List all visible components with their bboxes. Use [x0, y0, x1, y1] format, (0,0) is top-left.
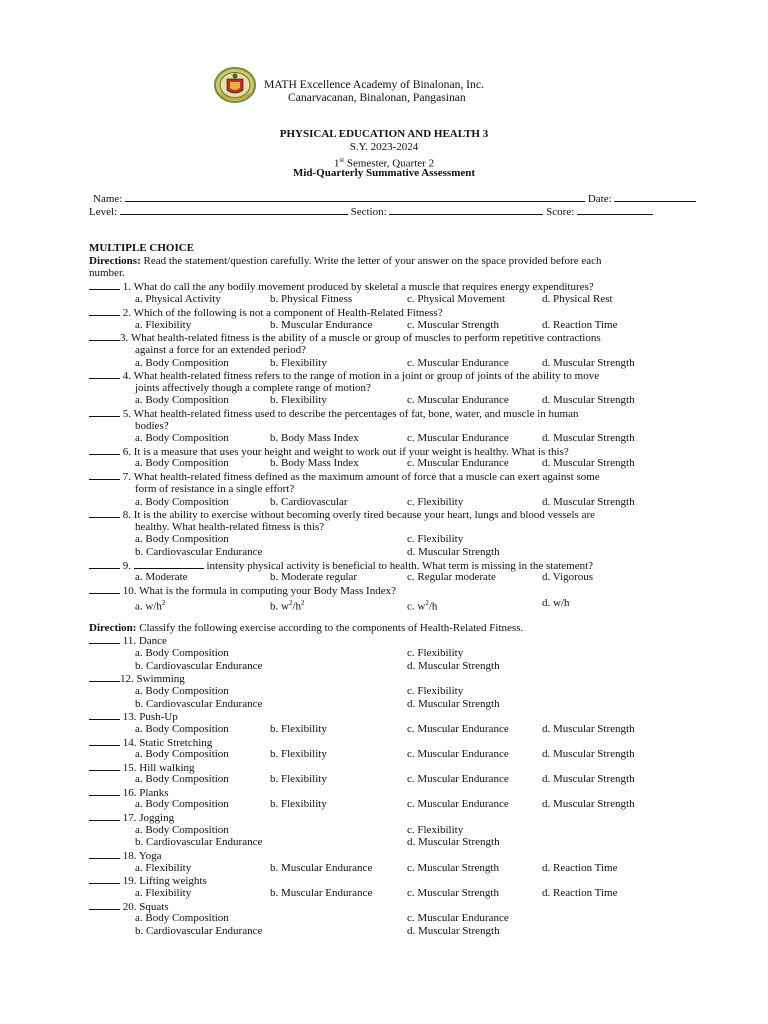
- exercise-name: Swimming: [136, 673, 185, 685]
- answer-blank[interactable]: [89, 306, 120, 316]
- score-label: Score:: [546, 206, 575, 218]
- choice: d. Muscular Strength: [407, 660, 500, 672]
- level-row: [89, 205, 653, 219]
- question-3: [89, 331, 601, 345]
- choice: a. Body Composition: [135, 394, 229, 406]
- choice: a. Flexibility: [135, 319, 192, 331]
- item-number: 17.: [122, 812, 137, 824]
- choice: c. Muscular Endurance: [407, 773, 509, 785]
- school-year: S.Y. 2023-2024: [349, 141, 419, 153]
- choice: d. Muscular Strength: [407, 836, 500, 848]
- choice: d. Muscular Strength: [407, 698, 500, 710]
- question-text: It is the ability to exercise without becoming overly tired because your heart, lungs and blood vessels are: [133, 509, 596, 521]
- choice: b. Moderate regular: [270, 571, 358, 583]
- question-10: [89, 584, 396, 598]
- item-number: 16.: [122, 787, 137, 799]
- answer-blank[interactable]: [89, 849, 120, 859]
- question-4: [89, 369, 599, 383]
- question-text: What health-related fitness defined as the maximum amount of force that a muscle can exert against some: [133, 471, 600, 483]
- answer-blank[interactable]: [89, 369, 120, 379]
- answer-blank[interactable]: [89, 280, 120, 290]
- question-text-cont: bodies?: [135, 420, 169, 432]
- choice: b. Flexibility: [270, 773, 327, 785]
- question-text-cont: against a force for an extended period?: [135, 344, 307, 356]
- choice: b. Cardiovascular Endurance: [135, 925, 263, 937]
- exercise-name: Lifting weights: [139, 875, 207, 887]
- fill-in-blank[interactable]: [134, 559, 204, 569]
- choice: c. Flexibility: [407, 824, 464, 836]
- school-address: Canarvacanan, Binalonan, Pangasinan: [288, 91, 466, 104]
- choice: d. Reaction Time: [542, 862, 618, 874]
- semester-number: 1: [333, 157, 340, 170]
- choice: a. Flexibility: [135, 862, 192, 874]
- section-label: Section:: [350, 206, 387, 218]
- answer-blank[interactable]: [89, 445, 120, 455]
- exercise-name: Planks: [139, 787, 169, 799]
- choice: b. Cardiovascular Endurance: [135, 660, 263, 672]
- question-text: It is a measure that uses your height and weight to work out if your weight is healthy. What is this?: [133, 446, 569, 458]
- directions-1-cont: number.: [89, 267, 125, 279]
- question-text: What do call the any bodily movement produced by skeletal a muscle that requires energy expenditures?: [133, 281, 594, 293]
- answer-blank[interactable]: [89, 710, 120, 720]
- question-number: 9.: [122, 560, 131, 572]
- exercise-19: [89, 874, 207, 888]
- level-label: Level:: [89, 206, 118, 218]
- choice: c. Physical Movement: [407, 293, 506, 305]
- item-number: 14.: [122, 737, 137, 749]
- subject-title: PHYSICAL EDUCATION AND HEALTH 3: [279, 128, 489, 140]
- choice-text: a. w/h: [135, 600, 162, 613]
- choice: a. Body Composition: [135, 457, 229, 469]
- answer-blank[interactable]: [89, 786, 120, 796]
- question-text: What health-related fitness is the ability of a muscle or group of muscles to perform repetitive contractions: [130, 332, 601, 344]
- choice: c. Muscular Strength: [407, 887, 499, 899]
- exam-title: Mid-Quarterly Summative Assessment: [292, 167, 476, 179]
- item-number: 12.: [120, 673, 134, 685]
- choice: d. Vigorous: [542, 571, 594, 583]
- choice: c. Flexibility: [407, 647, 464, 659]
- directions-label: Directions:: [89, 255, 141, 267]
- exercise-name: Jogging: [139, 812, 175, 824]
- choice-text: /h: [292, 600, 302, 613]
- choice: b. Muscular Endurance: [270, 862, 373, 874]
- choice: c. Regular moderate: [407, 571, 496, 583]
- choice: b. Flexibility: [270, 723, 327, 735]
- answer-blank[interactable]: [89, 584, 120, 594]
- question-text: What health-related fitness refers to the range of motion in a joint or group of joints of the ability to move: [133, 370, 600, 382]
- answer-blank[interactable]: [89, 900, 120, 910]
- direction-label: Direction:: [89, 622, 137, 634]
- exercise-11: [89, 634, 167, 648]
- choice: b. Flexibility: [270, 394, 327, 406]
- item-number: 20.: [122, 901, 137, 913]
- choice: d. Muscular Strength: [542, 748, 635, 760]
- answer-blank[interactable]: [89, 634, 120, 644]
- question-text: What is the formula in computing your Body Mass Index?: [139, 585, 396, 597]
- question-number: 3.: [120, 332, 129, 344]
- answer-blank[interactable]: [89, 407, 120, 417]
- answer-blank[interactable]: [89, 874, 120, 884]
- choice: d. Muscular Strength: [542, 798, 635, 810]
- choice: b. Cardiovascular: [270, 496, 348, 508]
- choice: c. Muscular Endurance: [407, 432, 509, 444]
- choice: a. Body Composition: [135, 533, 229, 545]
- choice: a. Body Composition: [135, 685, 229, 697]
- choice: b. Flexibility: [270, 748, 327, 760]
- superscript: 2: [425, 599, 429, 607]
- question-text: What health-related fitness used to describe the percentages of fat, bone, water, and muscle in human: [133, 408, 579, 420]
- item-number: 11.: [122, 635, 137, 647]
- question-5: [89, 407, 578, 421]
- choice: b. Physical Fitness: [270, 293, 353, 305]
- choice: d. Muscular Strength: [407, 925, 500, 937]
- choice: c. Muscular Endurance: [407, 357, 509, 369]
- question-number: 2.: [122, 307, 131, 319]
- item-number: 13.: [122, 711, 137, 723]
- directions-text: Read the statement/question carefully. Write the letter of your answer on the space provided before each: [140, 255, 602, 267]
- level-field[interactable]: [120, 205, 348, 215]
- choice: d. Muscular Strength: [542, 432, 635, 444]
- section-field[interactable]: [389, 205, 543, 215]
- question-text: Which of the following is not a component of Health-Related Fitness?: [133, 307, 443, 319]
- choice: a. Body Composition: [135, 647, 229, 659]
- name-field[interactable]: [125, 192, 585, 202]
- question-number: 7.: [122, 471, 131, 483]
- question-number: 5.: [122, 408, 131, 420]
- item-number: 19.: [122, 875, 137, 887]
- superscript: 2: [288, 599, 293, 607]
- choice: b. Cardiovascular Endurance: [135, 546, 263, 558]
- choice: c. Muscular Strength: [407, 319, 499, 331]
- question-2: [89, 306, 443, 320]
- choice: [135, 597, 165, 613]
- choice: d. Muscular Strength: [542, 773, 635, 785]
- question-number: 1.: [122, 281, 131, 293]
- choice: a. Moderate: [135, 571, 188, 583]
- choice: c. Muscular Endurance: [407, 798, 509, 810]
- question-7: [89, 470, 600, 484]
- question-text-cont: joints affectively though a complete range of motion?: [135, 382, 371, 394]
- multiple-choice-heading: MULTIPLE CHOICE: [89, 242, 195, 254]
- choice: c. Muscular Endurance: [407, 457, 509, 469]
- question-number: 10.: [122, 585, 137, 597]
- choice: c. Muscular Endurance: [407, 748, 509, 760]
- question-text-cont: healthy. What health-related fitness is this?: [135, 521, 325, 533]
- choice: a. Body Composition: [135, 432, 229, 444]
- answer-blank[interactable]: [89, 811, 120, 821]
- exercise-name: Push-Up: [139, 711, 178, 723]
- answer-blank[interactable]: [89, 508, 120, 518]
- answer-blank[interactable]: [89, 761, 120, 771]
- choice: a. Body Composition: [135, 496, 229, 508]
- choice: d. Physical Rest: [542, 293, 613, 305]
- choice: b. Body Mass Index: [270, 432, 359, 444]
- choice: a. Body Composition: [135, 912, 229, 924]
- choice: d. Muscular Strength: [407, 546, 500, 558]
- superscript: 2: [301, 599, 305, 607]
- answer-blank[interactable]: [89, 331, 120, 341]
- exercise-name: Yoga: [138, 850, 162, 862]
- question-number: 6.: [122, 446, 131, 458]
- choice: b. Flexibility: [270, 798, 327, 810]
- choice: b. Cardiovascular Endurance: [135, 836, 263, 848]
- choice: d. Reaction Time: [542, 319, 618, 331]
- choice: b. Flexibility: [270, 357, 327, 369]
- date-field[interactable]: [614, 192, 696, 202]
- question-8: [89, 508, 595, 522]
- semester-suffix: st: [339, 156, 345, 164]
- choice: d. Muscular Strength: [542, 394, 635, 406]
- choice-text: b. w: [270, 600, 289, 613]
- item-number: 18.: [122, 850, 137, 862]
- school-name: MATH Excellence Academy of Binalonan, Inc.: [264, 78, 484, 91]
- question-text: intensity physical activity is beneficial to health. What term is missing in the statement?: [206, 560, 594, 572]
- choice: a. Physical Activity: [135, 293, 221, 305]
- exercise-18: [89, 849, 162, 863]
- choice: d. Muscular Strength: [542, 723, 635, 735]
- choice: c. Muscular Endurance: [407, 912, 509, 924]
- choice: a. Body Composition: [135, 773, 229, 785]
- directions-1: [89, 255, 602, 268]
- choice: c. Flexibility: [407, 685, 464, 697]
- choice: d. Muscular Strength: [542, 357, 635, 369]
- exercise-12: [89, 672, 185, 686]
- score-field[interactable]: [577, 205, 653, 215]
- question-text-cont: form of resistance in a single effort?: [135, 483, 295, 495]
- name-row: [93, 192, 696, 206]
- choice: a. Body Composition: [135, 748, 229, 760]
- exercise-name: Hill walking: [139, 762, 195, 774]
- choice-text: /h: [428, 600, 438, 613]
- choice: [407, 597, 437, 613]
- question-1: [89, 280, 594, 294]
- choice: a. Body Composition: [135, 357, 229, 369]
- question-number: 4.: [122, 370, 131, 382]
- choice: d. Reaction Time: [542, 887, 618, 899]
- choice: b. Cardiovascular Endurance: [135, 698, 263, 710]
- choice: b. Body Mass Index: [270, 457, 359, 469]
- semester-text: Semester, Quarter 2: [344, 157, 435, 170]
- choice: c. Muscular Strength: [407, 862, 499, 874]
- choice: a. Body Composition: [135, 824, 229, 836]
- choice: c. Muscular Endurance: [407, 394, 509, 406]
- exercise-name: Static Stretching: [139, 737, 213, 749]
- choice: d. w/h: [542, 597, 570, 609]
- answer-blank[interactable]: [89, 559, 120, 569]
- choice: c. Flexibility: [407, 533, 464, 545]
- exercise-name: Dance: [138, 635, 167, 647]
- choice: b. Muscular Endurance: [270, 887, 373, 899]
- choice-text: c. w: [407, 600, 426, 613]
- choice: d. Muscular Strength: [542, 496, 635, 508]
- school-info: [264, 78, 484, 104]
- choice: c. Muscular Endurance: [407, 723, 509, 735]
- choice: c. Flexibility: [407, 496, 464, 508]
- exercise-name: Squats: [139, 901, 169, 913]
- choice: [270, 597, 305, 613]
- choice: a. Flexibility: [135, 887, 192, 899]
- superscript: 2: [161, 599, 166, 607]
- answer-blank[interactable]: [89, 736, 120, 746]
- date-label: Date:: [587, 193, 612, 205]
- directions-2: [89, 622, 523, 635]
- choice: b. Muscular Endurance: [270, 319, 373, 331]
- exercise-17: [89, 811, 174, 825]
- direction-text: Classify the following exercise according to the components of Health-Related Fitness.: [136, 622, 524, 634]
- question-number: 8.: [122, 509, 131, 521]
- name-label: Name:: [93, 193, 123, 205]
- school-seal-icon: [213, 66, 257, 104]
- exercise-13: [89, 710, 178, 724]
- answer-blank[interactable]: [89, 672, 120, 682]
- choice: a. Body Composition: [135, 723, 229, 735]
- item-number: 15.: [122, 762, 137, 774]
- choice: a. Body Composition: [135, 798, 229, 810]
- answer-blank[interactable]: [89, 470, 120, 480]
- choice: d. Muscular Strength: [542, 457, 635, 469]
